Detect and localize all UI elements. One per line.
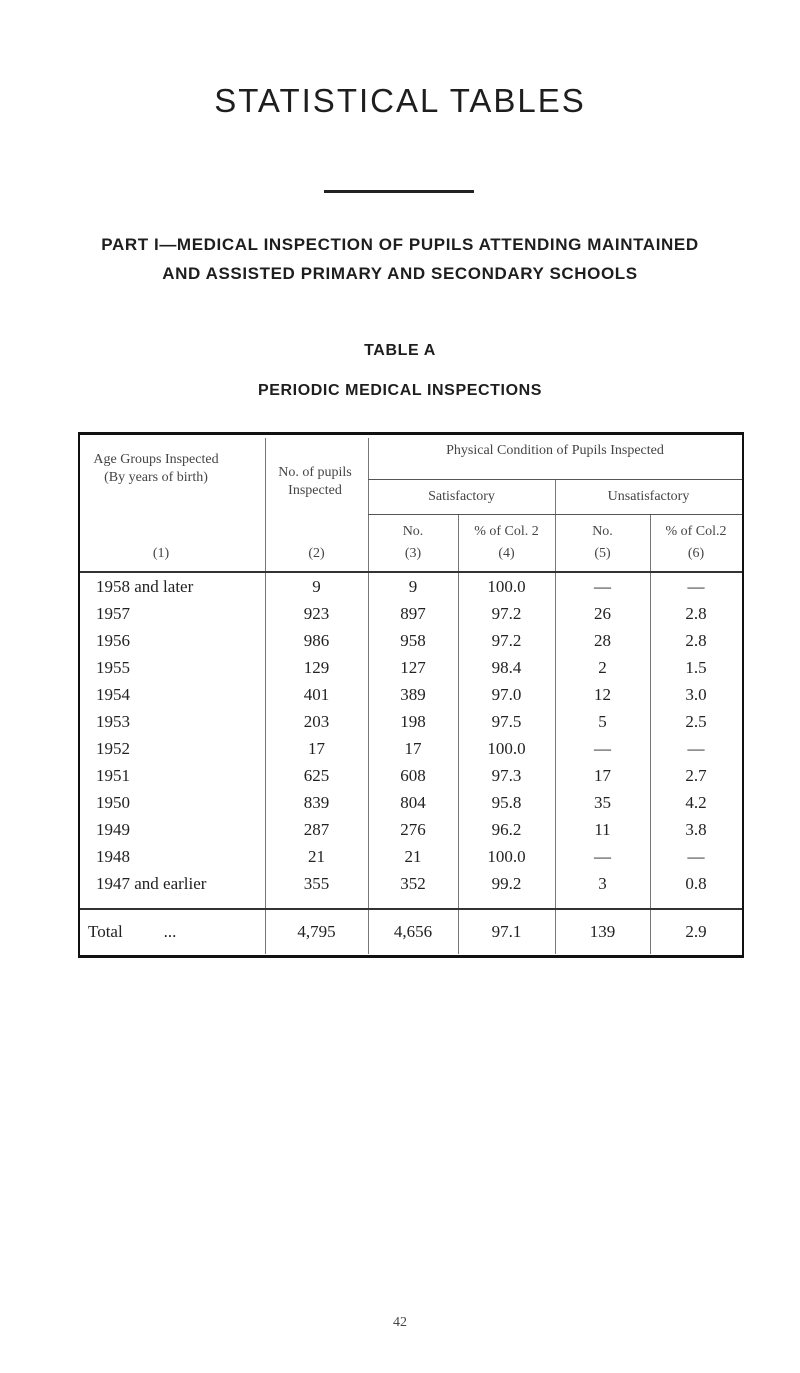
cell-sat-pct: 95.8 xyxy=(491,793,522,812)
cell-sat-pct: 100.0 xyxy=(487,847,526,866)
cell-sat-pct: 98.4 xyxy=(491,658,522,677)
cell-uns-no: 11 xyxy=(594,820,611,839)
cell-uns-pct: 3.0 xyxy=(685,685,707,704)
table-title: PERIODIC MEDICAL INSPECTIONS xyxy=(257,382,543,399)
cell-sat-pct: 97.2 xyxy=(491,604,522,623)
cell-uns-no: 17 xyxy=(594,766,611,785)
header-unsatisfactory: Unsatisfactory xyxy=(607,489,690,504)
header-col5-no: No. xyxy=(592,524,613,539)
cell-sat-pct: 100.0 xyxy=(487,577,526,596)
cell-uns-pct: — xyxy=(687,577,705,596)
cell-pupils: 287 xyxy=(303,820,330,839)
table-label: TABLE A xyxy=(364,342,436,359)
header-num-6: (6) xyxy=(687,546,705,561)
cell-pupils: 17 xyxy=(308,739,325,758)
cell-age: 1956 xyxy=(96,631,130,650)
cell-uns-pct: 1.5 xyxy=(685,658,707,677)
header-no-pupils: No. of pupils Inspected xyxy=(278,465,352,498)
cell-sat-pct: 97.0 xyxy=(491,685,522,704)
cell-sat-no: 9 xyxy=(408,577,418,596)
header-col6-pct: % of Col.2 xyxy=(665,524,727,539)
part-heading: PART I—MEDICAL INSPECTION OF PUPILS ATTENDING MAINTAINED AND ASSISTED PRIMARY AND SECONDARY SCHOOLS xyxy=(101,235,699,283)
cell-uns-pct: 0.8 xyxy=(685,874,707,893)
cell-uns-no: 12 xyxy=(594,685,611,704)
header-age-groups: Age Groups Inspected (By years of birth) xyxy=(93,452,219,485)
title-rule xyxy=(324,190,474,193)
cell-sat-pct: 100.0 xyxy=(487,739,526,758)
total-sat-no: 4,656 xyxy=(393,922,433,941)
total-sat-pct: 97.1 xyxy=(491,922,522,941)
header-num-5: (5) xyxy=(594,546,611,561)
total-rule xyxy=(80,908,742,910)
total-uns-no: 139 xyxy=(589,922,616,941)
cell-sat-no: 958 xyxy=(400,631,426,650)
cell-uns-pct: 2.8 xyxy=(685,604,707,623)
header-bottom-rule xyxy=(80,571,742,573)
cell-age: 1955 xyxy=(96,658,130,677)
cell-sat-pct: 97.3 xyxy=(491,766,522,785)
total-label: Total xyxy=(88,922,123,941)
cell-uns-pct: 4.2 xyxy=(685,793,707,812)
cell-age: 1949 xyxy=(96,820,130,839)
cell-pupils: 9 xyxy=(312,577,321,596)
cell-age: 1948 xyxy=(96,847,130,866)
cell-uns-pct: — xyxy=(687,739,705,758)
header-rule xyxy=(368,514,742,515)
cell-sat-pct: 96.2 xyxy=(491,820,522,839)
cell-uns-pct: — xyxy=(687,847,705,866)
cell-age: 1951 xyxy=(96,766,130,785)
cell-uns-no: — xyxy=(594,847,611,866)
cell-uns-pct: 3.8 xyxy=(685,820,707,839)
cell-uns-no: 26 xyxy=(594,604,611,623)
cell-sat-no: 608 xyxy=(400,766,426,785)
cell-age: 1953 xyxy=(96,712,130,731)
cell-pupils: 839 xyxy=(303,793,330,812)
cell-sat-pct: 99.2 xyxy=(491,874,522,893)
cell-pupils: 986 xyxy=(303,631,330,650)
cell-age: 1950 xyxy=(96,793,130,812)
cell-pupils: 129 xyxy=(303,658,330,677)
total-pupils: 4,795 xyxy=(297,922,336,941)
cell-uns-no: 2 xyxy=(598,658,607,677)
cell-sat-no: 127 xyxy=(400,658,426,677)
header-satisfactory: Satisfactory xyxy=(428,489,495,504)
cell-uns-no: 28 xyxy=(594,631,611,650)
cell-uns-no: — xyxy=(594,577,611,596)
total-uns-pct: 2.9 xyxy=(685,922,707,941)
cell-sat-no: 198 xyxy=(400,712,426,731)
cell-uns-no: 5 xyxy=(598,712,607,731)
cell-sat-no: 21 xyxy=(404,847,422,866)
header-num-3: (3) xyxy=(404,546,422,561)
cell-sat-no: 352 xyxy=(400,874,426,893)
cell-sat-no: 804 xyxy=(400,793,426,812)
page-number: 42 xyxy=(393,1315,407,1330)
cell-age: 1958 and later xyxy=(96,577,194,596)
header-rule xyxy=(368,479,742,480)
cell-sat-pct: 97.2 xyxy=(491,631,522,650)
cell-pupils: 923 xyxy=(303,604,330,623)
cell-uns-pct: 2.5 xyxy=(685,712,707,731)
cell-age: 1957 xyxy=(96,604,130,623)
header-num-2: (2) xyxy=(308,546,325,561)
cell-pupils: 355 xyxy=(303,874,330,893)
cell-uns-pct: 2.7 xyxy=(685,766,707,785)
cell-sat-no: 897 xyxy=(400,604,426,623)
header-col4-pct: % of Col. 2 xyxy=(474,524,539,539)
cell-sat-pct: 97.5 xyxy=(491,712,522,731)
total-dots: ... xyxy=(163,922,177,941)
cell-uns-no: 3 xyxy=(598,874,607,893)
cell-uns-pct: 2.8 xyxy=(685,631,707,650)
cell-sat-no: 389 xyxy=(400,685,426,704)
cell-age: 1947 and earlier xyxy=(96,874,207,893)
header-num-1: (1) xyxy=(152,546,170,561)
cell-uns-no: 35 xyxy=(594,793,611,812)
page-title: STATISTICAL TABLES xyxy=(214,82,586,119)
cell-sat-no: 17 xyxy=(404,739,422,758)
cell-age: 1954 xyxy=(96,685,130,704)
header-physical-condition: Physical Condition of Pupils Inspected xyxy=(446,443,664,458)
cell-age: 1952 xyxy=(96,739,130,758)
cell-pupils: 21 xyxy=(308,847,325,866)
cell-uns-no: — xyxy=(594,739,611,758)
cell-pupils: 203 xyxy=(303,712,330,731)
cell-sat-no: 276 xyxy=(400,820,426,839)
header-col3-no: No. xyxy=(402,524,424,539)
cell-pupils: 625 xyxy=(303,766,330,785)
cell-pupils: 401 xyxy=(303,685,330,704)
header-num-4: (4) xyxy=(498,546,515,561)
